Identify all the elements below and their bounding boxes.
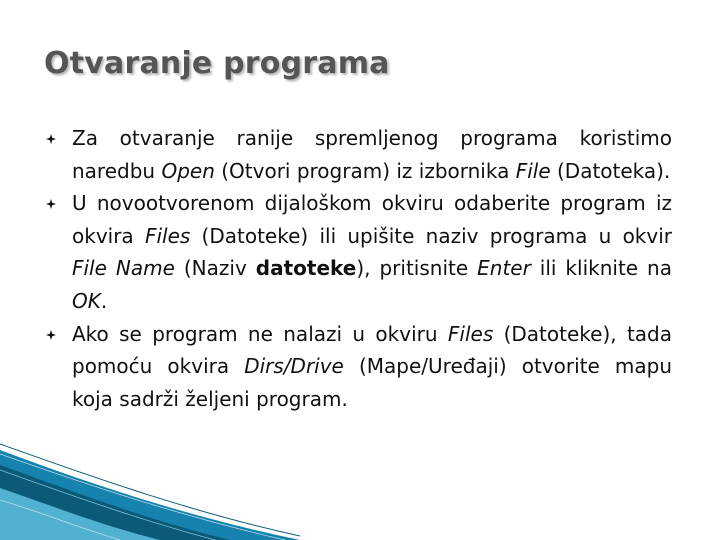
bullet-item bbox=[46, 187, 672, 317]
bullet-text bbox=[72, 191, 672, 313]
text-run: (Datoteka). bbox=[550, 158, 671, 183]
text-run: (Datoteke) ili upišite naziv programa u okvir bbox=[190, 223, 672, 248]
wave-stripes-decoration bbox=[0, 440, 300, 540]
text-run: (Mape/Uređaji) otvorite mapu koja sadrži željeni program. bbox=[72, 354, 672, 411]
text-run: (Otvori program) iz izbornika bbox=[214, 158, 516, 183]
text-run-italic: Enter bbox=[477, 256, 531, 281]
bullet-list bbox=[46, 122, 672, 415]
text-run-bold: datoteke bbox=[255, 256, 357, 281]
text-run-italic: Files bbox=[447, 321, 494, 346]
four-point-star-icon bbox=[46, 330, 56, 340]
text-run: ), pritisnite bbox=[356, 256, 478, 281]
text-run: Ako se program ne nalazi u okviru bbox=[72, 321, 448, 346]
text-run: (Naziv bbox=[174, 256, 256, 281]
bullet-text bbox=[72, 126, 672, 183]
text-run: U novootvorenom dijaloškom okviru odaberite program iz okvira bbox=[72, 191, 672, 248]
text-run-italic: OK bbox=[72, 288, 101, 313]
bullet-text bbox=[72, 322, 672, 411]
four-point-star-icon bbox=[46, 134, 56, 144]
text-run-italic: Dirs/Drive bbox=[244, 354, 344, 379]
text-run: (Datoteke), tada pomoću okvira bbox=[72, 321, 672, 379]
bullet-item bbox=[46, 318, 672, 416]
text-run: ili kliknite na bbox=[530, 256, 672, 281]
text-run: Za otvaranje ranije spremljenog programa koristimo naredbu bbox=[72, 126, 672, 183]
text-run-italic: Files bbox=[144, 223, 191, 248]
text-run-italic: File Name bbox=[72, 256, 175, 281]
text-run-italic: File bbox=[515, 158, 551, 183]
four-point-star-icon bbox=[46, 199, 56, 209]
bullet-item bbox=[46, 122, 672, 187]
text-run-italic: Open bbox=[161, 158, 215, 183]
slide-title: Otvaranje programa bbox=[44, 46, 390, 81]
text-run: . bbox=[100, 288, 108, 313]
